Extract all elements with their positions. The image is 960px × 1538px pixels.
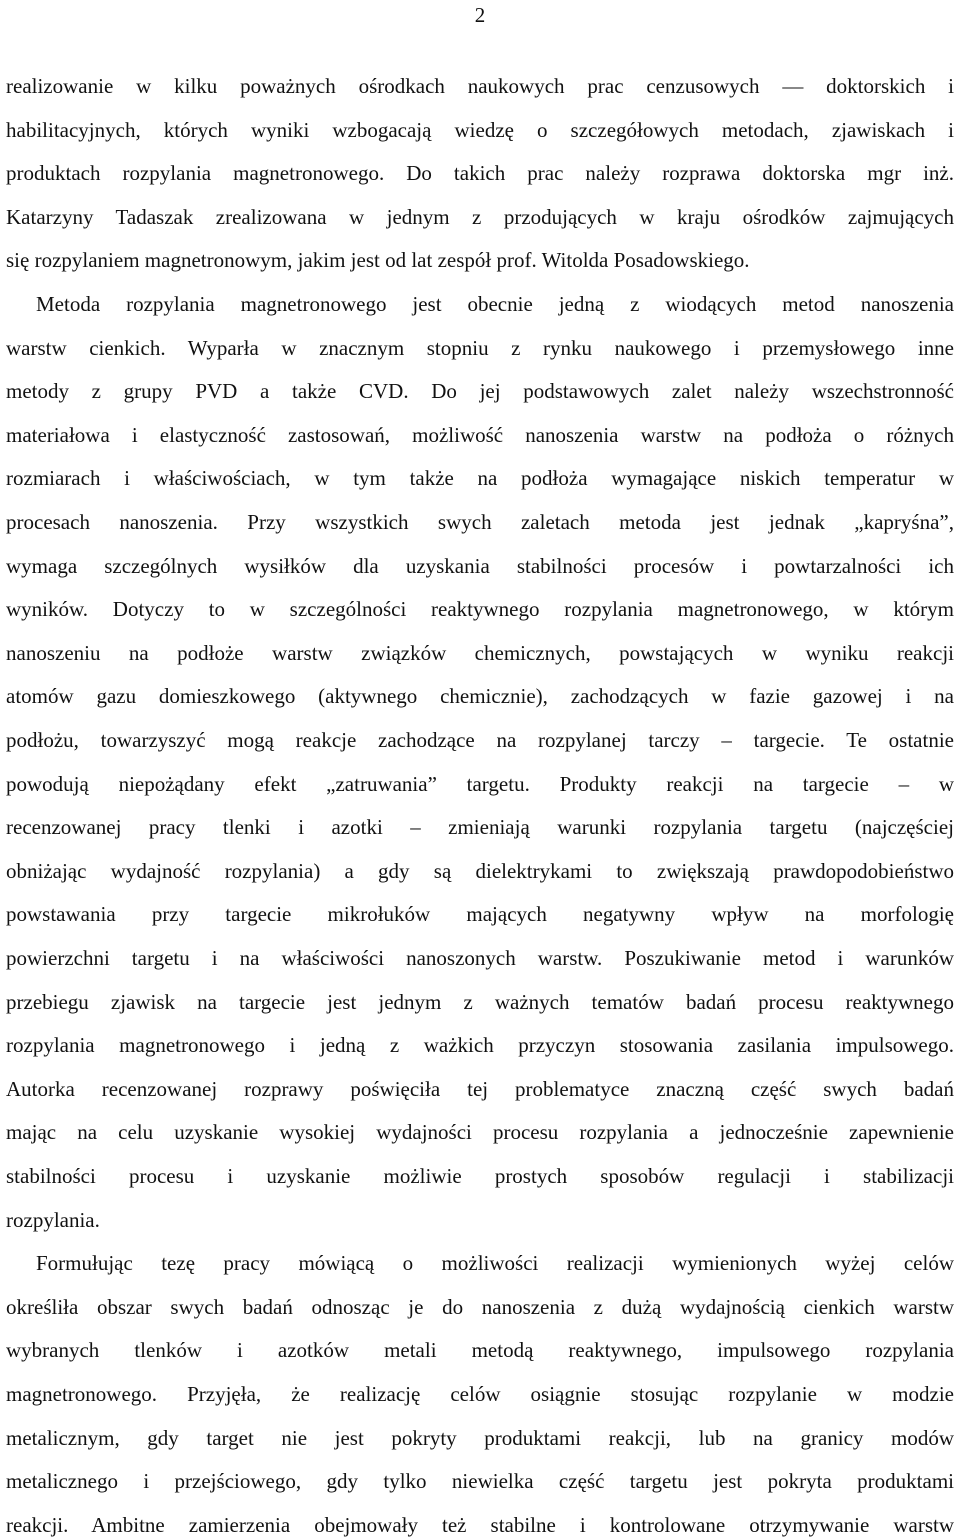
text-line: warstw cienkich. Wyparła w znacznym stopniu z rynku naukowego i przemysłowego inne — [6, 336, 954, 360]
text-line: określiła obszar swych badań odnosząc je do nanoszenia z dużą wydajnością cienkich warstw — [6, 1295, 954, 1319]
text-line: stabilności procesu i uzyskanie możliwie prostych sposobów regulacji i stabilizacji — [6, 1164, 954, 1188]
text-line: podłożu, towarzyszyć mogą reakcje zachodzące na rozpylanej tarczy – targecie. Te ostatnie — [6, 728, 954, 752]
text-line: mając na celu uzyskanie wysokiej wydajności procesu rozpylania a jednocześnie zapewnienie — [6, 1120, 954, 1144]
text-line: realizowanie w kilku poważnych ośrodkach naukowych prac cenzusowych — doktorskich i — [6, 74, 954, 98]
text-line: rozpylania magnetronowego i jedną z ważkich przyczyn stosowania zasilania impulsowego. — [6, 1033, 954, 1057]
text-line: rozpylania. — [6, 1208, 100, 1232]
page-number: 2 — [474, 3, 486, 27]
text-line: procesach nanoszenia. Przy wszystkich swych zaletach metoda jest jednak „kapryśna”, — [6, 510, 954, 534]
text-line: atomów gazu domieszkowego (aktywnego chemicznie), zachodzących w fazie gazowej i na — [6, 684, 954, 708]
text-line: rozmiarach i właściwościach, w tym także na podłoża wymagające niskich temperatur w — [6, 466, 954, 490]
text-line: Autorka recenzowanej rozprawy poświęciła tej problematyce znaczną część swych badań — [6, 1077, 954, 1101]
text-line: powstawania przy targecie mikrołuków mających negatywny wpływ na morfologię — [6, 902, 954, 926]
text-line: produktach rozpylania magnetronowego. Do takich prac należy rozprawa doktorska mgr inż. — [6, 161, 954, 185]
text-line: metody z grupy PVD a także CVD. Do jej podstawowych zalet należy wszechstronność — [6, 379, 954, 403]
text-line: powodują niepożądany efekt „zatruwania” targetu. Produkty reakcji na targecie – w — [6, 772, 954, 796]
text-line: wybranych tlenków i azotków metali metodą reaktywnego, impulsowego rozpylania — [6, 1338, 954, 1362]
text-line: Metoda rozpylania magnetronowego jest obecnie jedną z wiodących metod nanoszenia — [36, 292, 954, 316]
text-line: Katarzyny Tadaszak zrealizowana w jednym z przodujących w kraju ośrodków zajmujących — [6, 205, 954, 229]
text-line: obniżając wydajność rozpylania) a gdy są dielektrykami to zwiększają prawdopodobieństwo — [6, 859, 954, 883]
text-line: Formułując tezę pracy mówiącą o możliwości realizacji wymienionych wyżej celów — [36, 1251, 954, 1275]
text-line: materiałowa i elastyczność zastosowań, możliwość nanoszenia warstw na podłoża o różnych — [6, 423, 954, 447]
text-line: powierzchni targetu i na właściwości nanoszonych warstw. Poszukiwanie metod i warunków — [6, 946, 954, 970]
text-line: habilitacyjnych, których wyniki wzbogacają wiedzę o szczegółowych metodach, zjawiskach i — [6, 118, 954, 142]
text-line: metalicznym, gdy target nie jest pokryty produktami reakcji, lub na granicy modów — [6, 1426, 954, 1450]
text-line: magnetronowego. Przyjęła, że realizację celów osiągnie stosując rozpylanie w modzie — [6, 1382, 954, 1406]
text-line: nanoszeniu na podłoże warstw związków chemicznych, powstających w wyniku reakcji — [6, 641, 954, 665]
text-line: wymaga szczególnych wysiłków dla uzyskania stabilności procesów i powtarzalności ich — [6, 554, 954, 578]
text-line: metalicznego i przejściowego, gdy tylko niewielka część targetu jest pokryta produktami — [6, 1469, 954, 1493]
text-line: reakcji. Ambitne zamierzenia obejmowały też stabilne i kontrolowane otrzymywanie warstw — [6, 1513, 954, 1537]
text-line: się rozpylaniem magnetronowym, jakim jest od lat zespół prof. Witolda Posadowskiego. — [6, 248, 750, 272]
text-line: recenzowanej pracy tlenki i azotki – zmieniają warunki rozpylania targetu (najczęściej — [6, 815, 954, 839]
text-line: wyników. Dotyczy to w szczególności reaktywnego rozpylania magnetronowego, w którym — [6, 597, 954, 621]
text-line: przebiegu zjawisk na targecie jest jednym z ważnych tematów badań procesu reaktywnego — [6, 990, 954, 1014]
